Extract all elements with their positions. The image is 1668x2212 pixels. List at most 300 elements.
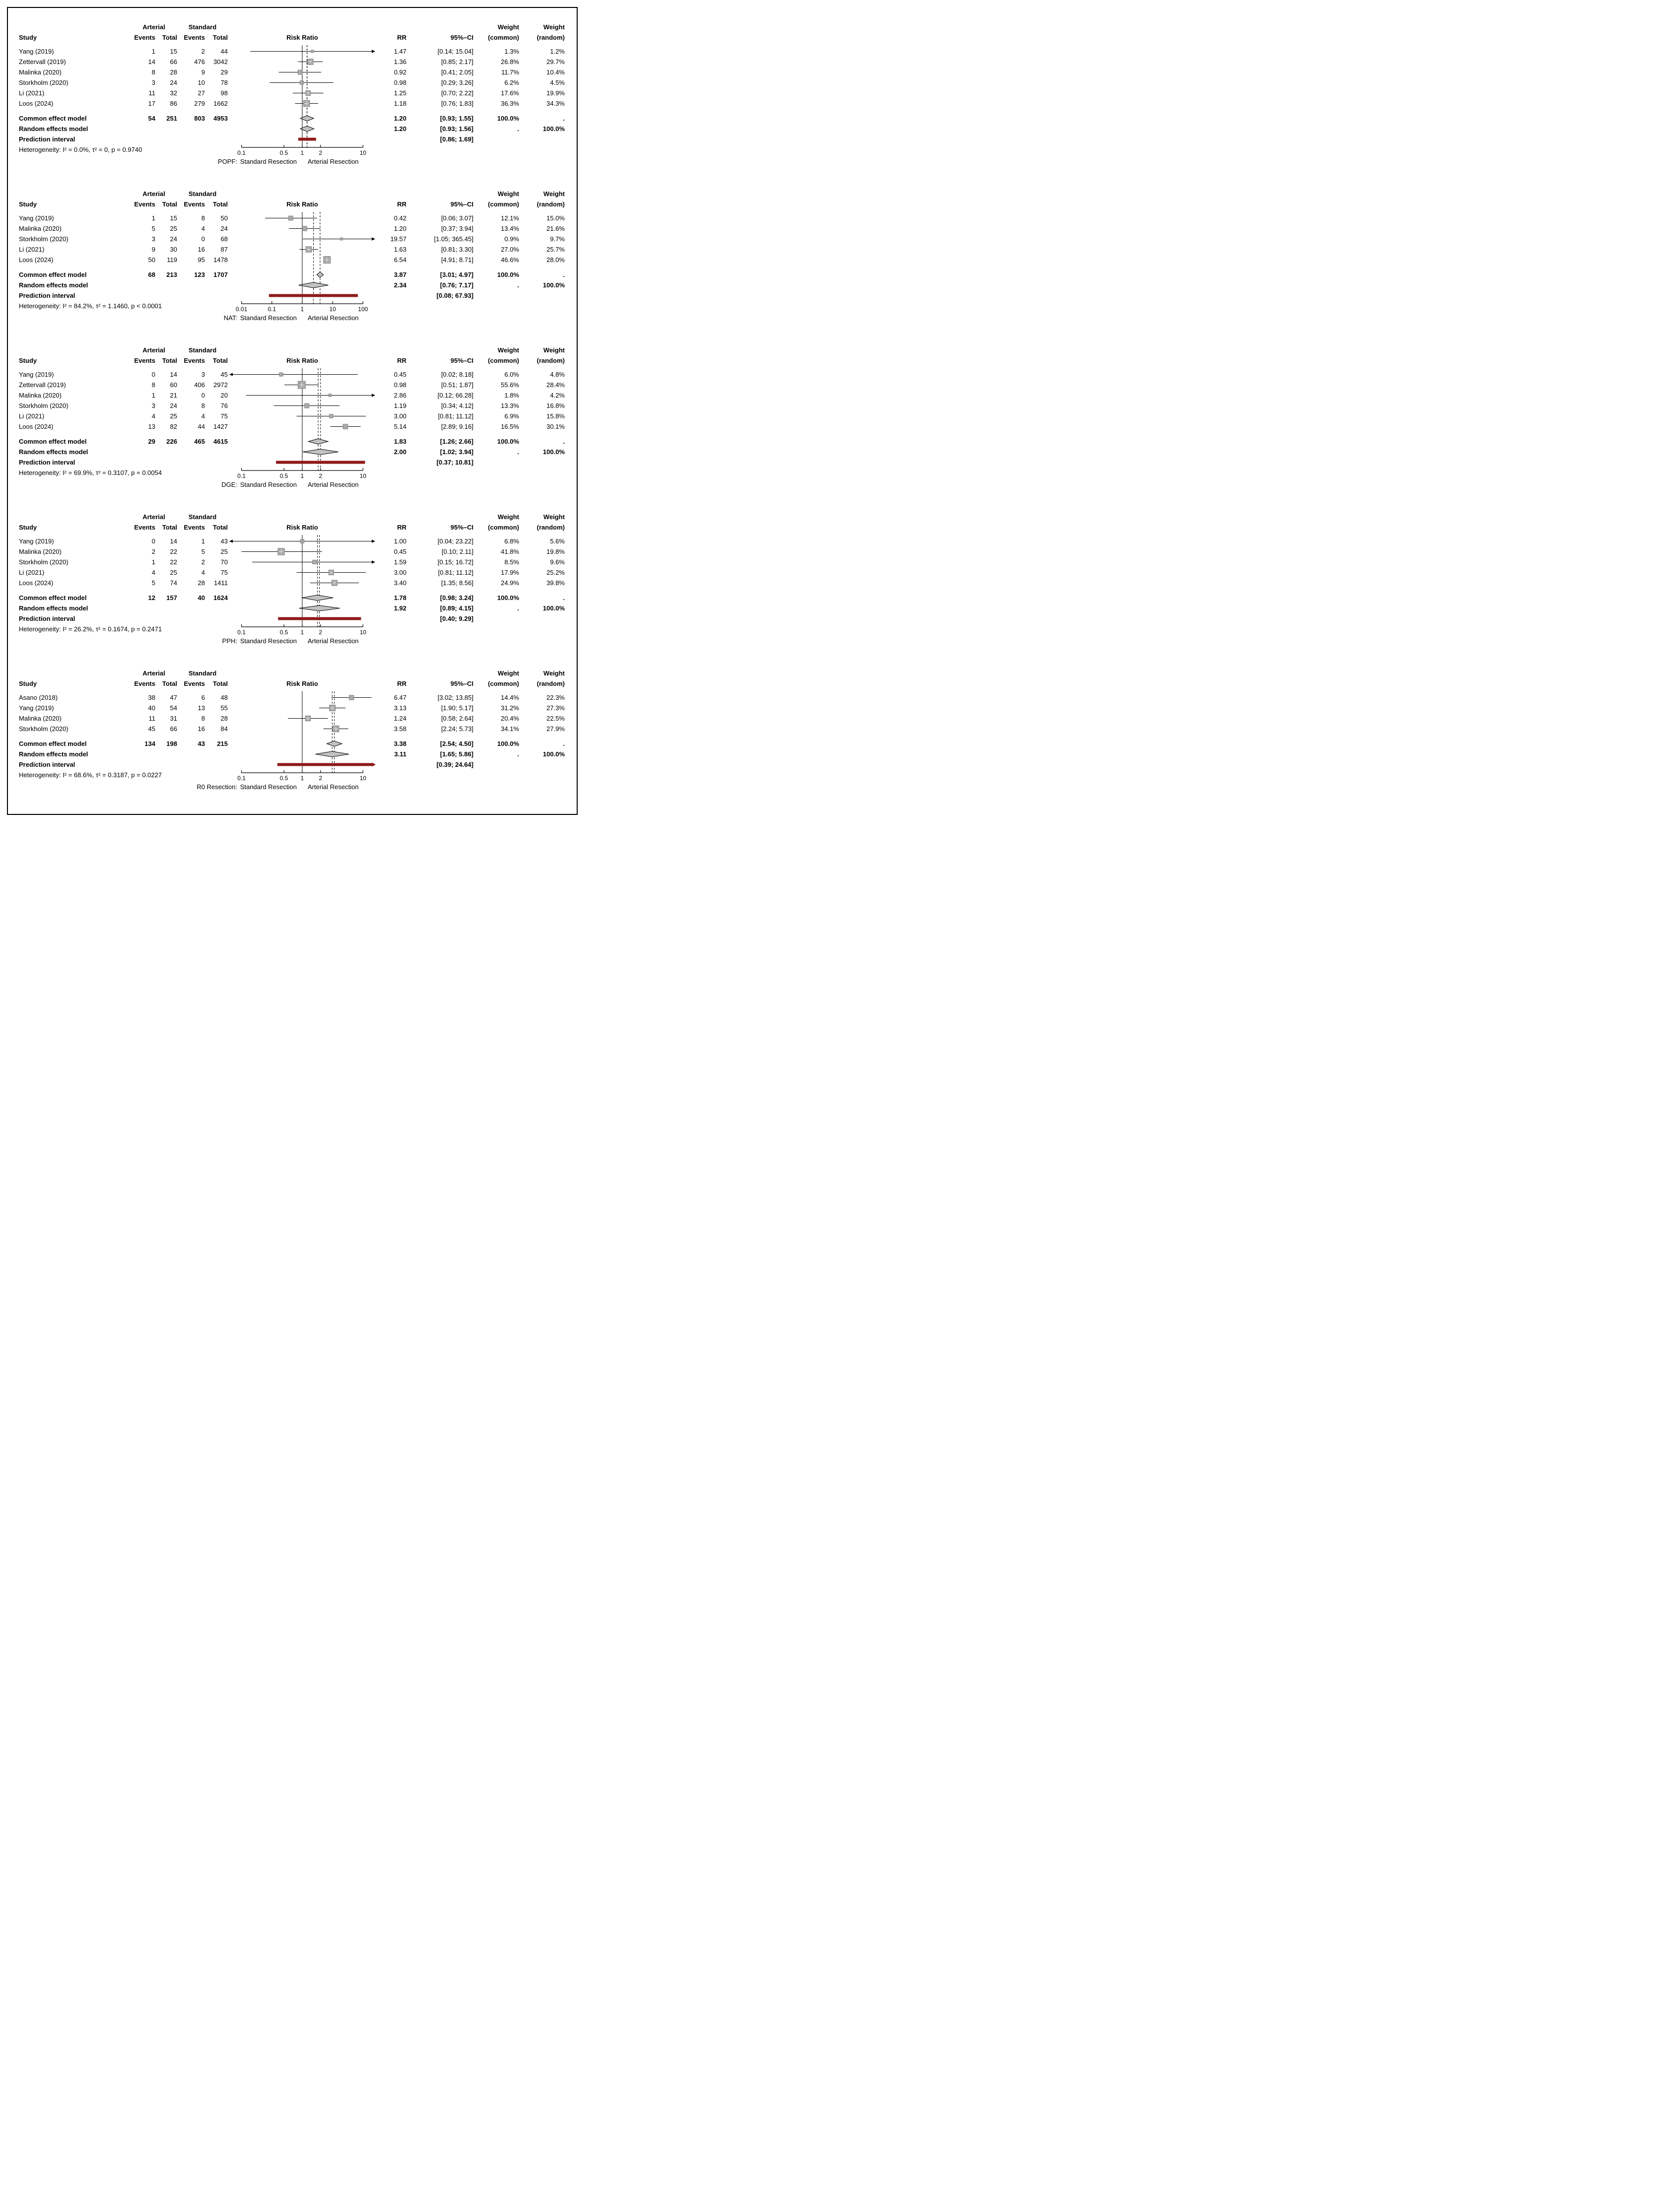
rr-value: 6.54: [394, 256, 406, 264]
arterial-total: 66: [170, 58, 177, 66]
prediction-interval-label: Prediction interval: [19, 135, 75, 143]
forest-panel: [19, 668, 566, 800]
standard-total: 1411: [214, 579, 228, 587]
axis-caption-prefix: DGE:: [221, 481, 237, 488]
rr-header: RR: [397, 357, 406, 364]
standard-events: 279: [194, 100, 205, 107]
axis-tick-label: 10: [359, 629, 367, 636]
axis-tick-label: 0.5: [279, 775, 288, 782]
spacer: [205, 134, 228, 144]
spacer: [19, 512, 131, 522]
rr-value: 5.14: [394, 423, 406, 430]
effect-square: [288, 216, 293, 220]
study-header: Study: [19, 34, 37, 41]
rr-value: 2.00: [394, 448, 406, 456]
spacer: [473, 759, 519, 770]
study-name: Zettervall (2019): [19, 58, 66, 66]
rr-value: 1.25: [394, 89, 406, 97]
weight-common: 26.8%: [501, 58, 519, 66]
ci-value: [0.93; 1.56]: [440, 125, 473, 133]
weight-common: 46.6%: [501, 256, 519, 264]
axis-tick-label: 10: [359, 149, 367, 156]
prediction-interval-bar: [278, 617, 361, 620]
spacer: [377, 22, 406, 32]
standard-total: 48: [220, 694, 228, 701]
common-effect-label: Common effect model: [19, 740, 87, 747]
weight-common: 6.0%: [504, 371, 519, 378]
rr-header: RR: [397, 201, 406, 208]
ci-value: [3.01; 4.97]: [440, 271, 473, 278]
arterial-events: 1: [151, 48, 155, 55]
weight-random: 9.6%: [550, 558, 565, 566]
rr-value: 1.20: [394, 125, 406, 133]
random-effects-label: Random effects model: [19, 281, 88, 289]
standard-total: 1478: [213, 256, 228, 264]
effect-square: [298, 70, 302, 74]
random-effects-diamond: [303, 449, 338, 455]
arterial-events: 8: [151, 381, 155, 389]
total-header: Total: [212, 524, 228, 531]
spacer: [155, 280, 177, 290]
weight-common: 17.6%: [501, 89, 519, 97]
arterial-total: 14: [170, 537, 177, 545]
standard-total: 87: [220, 246, 228, 253]
standard-group-label: Standard: [188, 23, 217, 31]
study-name: Yang (2019): [19, 704, 54, 712]
weight-header: Weight: [543, 190, 565, 198]
effect-square: [329, 394, 332, 397]
common-effect-diamond: [302, 595, 334, 601]
rr-value: 1.63: [394, 246, 406, 253]
arterial-total: 74: [170, 579, 177, 587]
weight-common: 100.0%: [497, 740, 519, 747]
prediction-interval-label: Prediction interval: [19, 615, 75, 622]
ci-value: [0.81; 11.12]: [438, 569, 473, 576]
study-name: Storkholm (2020): [19, 79, 68, 86]
total-header: Total: [212, 357, 228, 364]
weight-common: 100.0%: [497, 438, 519, 445]
standard-total-sum: 4615: [213, 438, 228, 445]
spacer: [155, 759, 177, 770]
axis-caption-prefix: PPH:: [222, 637, 237, 645]
axis-caption-right: Arterial Resection: [308, 637, 359, 645]
weight-random: 25.7%: [546, 246, 565, 253]
rr-value: 3.58: [394, 725, 406, 733]
standard-total: 45: [220, 371, 228, 378]
standard-events-total-sum: 123: [194, 271, 205, 278]
rr-value: 0.98: [394, 79, 406, 86]
ci-value: [0.89; 4.15]: [440, 604, 473, 612]
axis-tick-label: 1: [300, 472, 304, 479]
spacer: [131, 457, 155, 468]
study-name: Li (2021): [19, 89, 45, 97]
ci-value: [0.06; 3.07]: [441, 214, 473, 222]
arterial-events: 3: [151, 235, 155, 243]
rr-value: 2.86: [394, 392, 406, 399]
spacer: [205, 290, 228, 301]
standard-events: 95: [198, 256, 205, 264]
ci-value: [0.15; 16.72]: [437, 558, 473, 566]
weight-random: 4.5%: [550, 79, 565, 86]
axis-tick-label: 1: [300, 629, 304, 636]
rr-value: 1.59: [394, 558, 406, 566]
spacer: [377, 512, 406, 522]
axis-tick-label: 0.1: [237, 472, 246, 479]
ci-value: [1.02; 3.94]: [440, 448, 473, 456]
spacer: [155, 603, 177, 613]
weight-random-header: (random): [536, 34, 565, 41]
weight-random: 25.2%: [546, 569, 565, 576]
arterial-events: 3: [151, 79, 155, 86]
weight-header: Weight: [543, 670, 565, 677]
weight-common: 100.0%: [497, 115, 519, 122]
arterial-group-label: Arterial: [142, 346, 165, 354]
weight-random: 16.8%: [546, 402, 565, 409]
standard-events-total-sum: 803: [194, 115, 205, 122]
weight-random-header: (random): [536, 357, 565, 364]
standard-total: 84: [220, 725, 228, 733]
spacer: [131, 134, 155, 144]
weight-common: 55.6%: [501, 381, 519, 389]
arterial-events: 1: [151, 214, 155, 222]
axis-tick-label: 10: [329, 306, 336, 313]
axis-caption-right: Arterial Resection: [308, 481, 359, 488]
axis-tick-label: 0.1: [237, 775, 246, 782]
axis-tick-label: 10: [359, 472, 367, 479]
study-name: Storkholm (2020): [19, 402, 68, 409]
spacer: [519, 759, 565, 770]
ci-value: [2.24; 5.73]: [441, 725, 473, 733]
total-header: Total: [162, 357, 177, 364]
spacer: [519, 134, 565, 144]
weight-header: Weight: [497, 346, 519, 354]
weight-random: 9.7%: [550, 235, 565, 243]
spacer: [406, 345, 473, 355]
risk-ratio-header: Risk Ratio: [286, 34, 318, 41]
axis-caption-right: Arterial Resection: [308, 783, 359, 791]
spacer: [205, 457, 228, 468]
risk-ratio-header: Risk Ratio: [286, 680, 318, 687]
weight-random-header: (random): [536, 524, 565, 531]
standard-total: 3042: [213, 58, 228, 66]
common-effect-diamond: [327, 741, 342, 746]
arterial-events: 9: [151, 246, 155, 253]
effect-square: [311, 50, 314, 53]
total-header: Total: [162, 524, 177, 531]
axis-tick-label: 2: [319, 775, 323, 782]
arterial-total: 15: [170, 48, 177, 55]
rr-value: 3.11: [394, 750, 406, 758]
weight-random: 4.8%: [550, 371, 565, 378]
common-effect-diamond: [317, 272, 323, 277]
standard-events: 5: [201, 548, 205, 555]
spacer: [155, 749, 177, 759]
spacer: [406, 22, 473, 32]
ci-value: [2.54; 4.50]: [440, 740, 473, 747]
spacer: [155, 447, 177, 457]
study-name: Malinka (2020): [19, 392, 62, 399]
arterial-events: 50: [148, 256, 155, 264]
arterial-total: 25: [170, 412, 177, 420]
standard-events: 1: [201, 537, 205, 545]
prediction-interval-label: Prediction interval: [19, 761, 75, 768]
effect-square: [313, 560, 317, 564]
arterial-total: 31: [170, 715, 177, 722]
spacer: [377, 290, 406, 301]
arterial-events: 14: [148, 58, 155, 66]
weight-header: Weight: [497, 23, 519, 31]
weight-random: 27.3%: [546, 704, 565, 712]
weight-common: 24.9%: [501, 579, 519, 587]
standard-events: 8: [201, 715, 205, 722]
ci-value: [4.91; 8.71]: [441, 256, 473, 264]
weight-common: 13.4%: [501, 225, 519, 232]
arterial-total: 24: [170, 402, 177, 409]
spacer: [205, 124, 228, 134]
prediction-interval-label: Prediction interval: [19, 292, 75, 299]
standard-total: 24: [220, 225, 228, 232]
weight-common: 36.3%: [501, 100, 519, 107]
weight-random: 1.2%: [550, 48, 565, 55]
random-effects-label: Random effects model: [19, 750, 88, 758]
standard-total: 29: [220, 68, 228, 76]
standard-total: 43: [220, 537, 228, 545]
ci-header: 95%–CI: [450, 524, 473, 531]
standard-total: 50: [220, 214, 228, 222]
weight-random-header: (random): [536, 680, 565, 687]
weight-random: 100.0%: [542, 125, 565, 133]
ci-value: [1.35; 8.56]: [441, 579, 473, 587]
axis-tick-label: 0.5: [279, 629, 288, 636]
standard-events: 3: [201, 371, 205, 378]
events-header: Events: [134, 34, 155, 41]
total-header: Total: [212, 201, 228, 208]
spacer: [406, 189, 473, 199]
standard-total-sum: 1624: [213, 594, 228, 602]
weight-header: Weight: [497, 513, 519, 521]
weight-header: Weight: [497, 670, 519, 677]
spacer: [177, 749, 205, 759]
weight-random: 19.9%: [546, 89, 565, 97]
events-header: Events: [134, 680, 155, 687]
rr-value: 1.36: [394, 58, 406, 66]
spacer: [205, 603, 228, 613]
heterogeneity-text: Heterogeneity: I² = 84.2%, τ² = 1.1460, p < 0.0001: [19, 302, 162, 310]
study-name: Malinka (2020): [19, 548, 62, 555]
spacer: [205, 749, 228, 759]
weight-random: 21.6%: [546, 225, 565, 232]
weight-common: 34.1%: [501, 725, 519, 733]
spacer: [19, 345, 131, 355]
arterial-total: 54: [170, 704, 177, 712]
common-effect-diamond: [308, 439, 328, 444]
spacer: [519, 457, 565, 468]
weight-random: 28.4%: [546, 381, 565, 389]
arterial-total: 66: [170, 725, 177, 733]
risk-ratio-header: Risk Ratio: [286, 524, 318, 531]
weight-common: 13.3%: [501, 402, 519, 409]
spacer: [377, 134, 406, 144]
ci-value: [0.04; 23.22]: [437, 537, 473, 545]
events-header: Events: [184, 524, 205, 531]
ci-value: [0.39; 24.64]: [436, 761, 473, 768]
arterial-events-total-sum: 134: [144, 740, 155, 747]
weight-common: 6.8%: [504, 537, 519, 545]
spacer: [131, 124, 155, 134]
spacer: [131, 603, 155, 613]
spacer: [377, 668, 406, 678]
spacer: [473, 613, 519, 624]
spacer: [205, 447, 228, 457]
spacer: [177, 280, 205, 290]
ci-header: 95%–CI: [450, 680, 473, 687]
arterial-events: 11: [148, 89, 155, 97]
weight-common: 17.9%: [501, 569, 519, 576]
arterial-total: 82: [170, 423, 177, 430]
effect-square: [343, 424, 348, 429]
axis-tick-label: 2: [319, 472, 323, 479]
weight-common: .: [517, 750, 519, 758]
weight-common: 11.7%: [501, 68, 519, 76]
spacer: [177, 447, 205, 457]
figure-frame: [7, 7, 578, 815]
random-effects-diamond: [299, 282, 329, 288]
ci-value: [0.70; 2.22]: [441, 89, 473, 97]
standard-events: 0: [201, 235, 205, 243]
study-name: Yang (2019): [19, 537, 54, 545]
effect-square: [302, 226, 307, 231]
spacer: [406, 668, 473, 678]
rr-value: 3.40: [394, 579, 406, 587]
forest-panel: [19, 22, 566, 175]
standard-events-total-sum: 43: [198, 740, 205, 747]
weight-random: 15.0%: [546, 214, 565, 222]
ci-value: [0.51; 1.87]: [441, 381, 473, 389]
arterial-total: 32: [170, 89, 177, 97]
standard-total-sum: 1707: [213, 271, 228, 278]
arterial-events: 13: [148, 423, 155, 430]
study-name: Yang (2019): [19, 48, 54, 55]
rr-header: RR: [397, 34, 406, 41]
ci-arrow-right: [372, 50, 375, 53]
arterial-events: 17: [148, 100, 155, 107]
total-header: Total: [212, 680, 228, 687]
weight-random: 27.9%: [546, 725, 565, 733]
axis-tick-label: 1: [300, 306, 304, 313]
axis-caption-prefix: POPF:: [217, 158, 237, 165]
weight-common: 14.4%: [501, 694, 519, 701]
spacer: [19, 189, 131, 199]
arterial-total: 47: [170, 694, 177, 701]
spacer: [205, 759, 228, 770]
standard-total-sum: 4953: [213, 115, 228, 122]
forest-panel: [19, 512, 566, 654]
arterial-total: 119: [167, 256, 177, 264]
arterial-total: 25: [170, 569, 177, 576]
arterial-total: 86: [170, 100, 177, 107]
standard-total: 75: [220, 569, 228, 576]
events-header: Events: [134, 357, 155, 364]
random-effects-diamond: [316, 751, 349, 757]
study-name: Zettervall (2019): [19, 381, 66, 389]
ci-value: [0.37; 10.81]: [436, 459, 473, 466]
ci-arrow-left: [229, 373, 233, 376]
axis-caption-prefix: NAT:: [223, 314, 237, 322]
weight-common: .: [517, 281, 519, 289]
standard-events: 4: [201, 225, 205, 232]
weight-random: 4.2%: [550, 392, 565, 399]
ci-value: [0.81; 3.30]: [441, 246, 473, 253]
rr-value: 3.38: [394, 740, 406, 747]
ci-value: [2.89; 9.16]: [441, 423, 473, 430]
heterogeneity-text: Heterogeneity: I² = 0.0%, τ² = 0, p = 0.9740: [19, 146, 142, 153]
study-header: Study: [19, 524, 37, 531]
prediction-interval-bar: [269, 294, 358, 297]
axis-caption-left: Standard Resection: [240, 481, 297, 488]
arterial-events-total-sum: 54: [148, 115, 155, 122]
heterogeneity-text: Heterogeneity: I² = 69.9%, τ² = 0.3107, p = 0.0054: [19, 469, 162, 476]
ci-value: [0.41; 2.05]: [441, 68, 473, 76]
axis-tick-label: 10: [359, 775, 367, 782]
study-name: Loos (2024): [19, 579, 54, 587]
events-header: Events: [134, 201, 155, 208]
spacer: [519, 613, 565, 624]
standard-events: 16: [198, 725, 205, 733]
weight-random: .: [563, 594, 565, 602]
ci-arrow-right: [372, 237, 375, 240]
spacer: [377, 457, 406, 468]
rr-value: 1.20: [394, 115, 406, 122]
rr-value: 0.45: [394, 548, 406, 555]
weight-random: 30.1%: [546, 423, 565, 430]
spacer: [131, 613, 155, 624]
standard-total: 20: [220, 392, 228, 399]
ci-value: [1.65; 5.86]: [440, 750, 473, 758]
total-header: Total: [162, 680, 177, 687]
arterial-total-sum: 198: [166, 740, 177, 747]
weight-common: 27.0%: [501, 246, 519, 253]
spacer: [473, 457, 519, 468]
standard-events: 13: [198, 704, 205, 712]
weight-random: 100.0%: [542, 750, 565, 758]
spacer: [473, 290, 519, 301]
ci-value: [0.08; 67.93]: [436, 292, 473, 299]
rr-value: 1.00: [394, 537, 406, 545]
standard-group-label: Standard: [188, 670, 217, 677]
ci-value: [0.34; 4.12]: [441, 402, 473, 409]
spacer: [155, 124, 177, 134]
standard-events: 406: [194, 381, 205, 389]
standard-total: 70: [220, 558, 228, 566]
arterial-events-total-sum: 29: [148, 438, 155, 445]
study-name: Li (2021): [19, 569, 45, 576]
study-name: Malinka (2020): [19, 225, 62, 232]
arterial-events: 1: [151, 392, 155, 399]
study-name: Li (2021): [19, 246, 45, 253]
weight-common: 31.2%: [501, 704, 519, 712]
spacer: [177, 759, 205, 770]
arterial-total: 24: [170, 79, 177, 86]
total-header: Total: [162, 34, 177, 41]
spacer: [177, 457, 205, 468]
rr-value: 3.13: [394, 704, 406, 712]
weight-header: Weight: [543, 346, 565, 354]
standard-total-sum: 215: [217, 740, 228, 747]
events-header: Events: [184, 680, 205, 687]
axis-caption-left: Standard Resection: [240, 314, 297, 322]
heterogeneity-text: Heterogeneity: I² = 68.6%, τ² = 0.3187, p = 0.0227: [19, 771, 162, 779]
standard-total: 28: [220, 715, 228, 722]
